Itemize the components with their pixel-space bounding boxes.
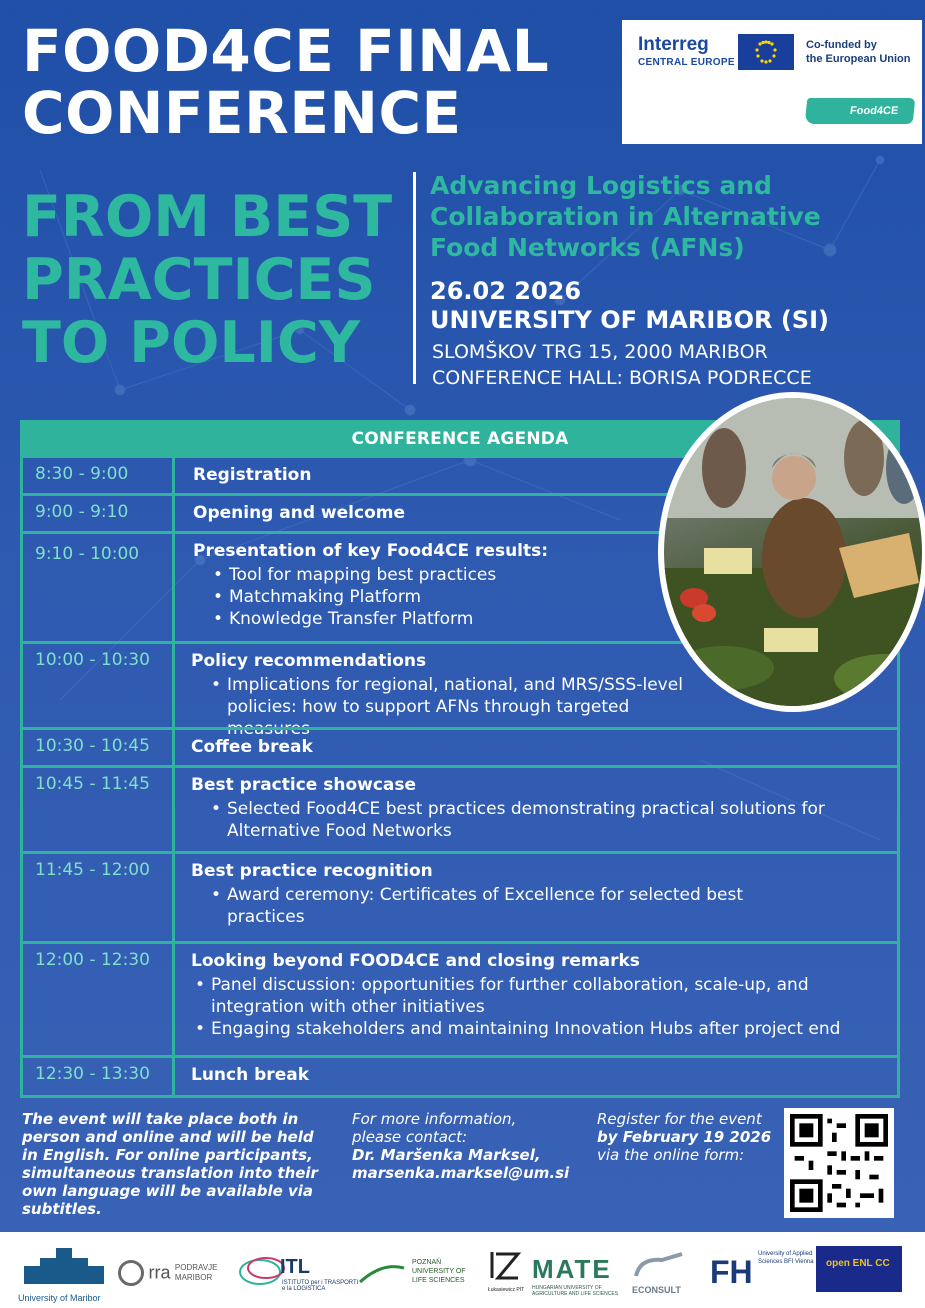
tagline: Advancing Logistics and Collaboration in Alternative Food Networks (AFNs) xyxy=(430,171,821,262)
cofunded-label: Co-funded by the European Union xyxy=(806,39,911,65)
agenda-time: 9:00 - 9:10 xyxy=(23,496,175,531)
event-note: The event will take place both in person and online and will be held in English. For online participants, simultaneous translation into their own language will be available via subtitles. xyxy=(22,1110,318,1218)
agenda-item-title: Policy recommendations xyxy=(191,651,427,671)
agenda-bullet: • Knowledge Transfer Platform xyxy=(211,608,887,630)
divider-line xyxy=(413,172,416,384)
eu-flag-icon xyxy=(738,34,794,70)
event-address: SLOMŠKOV TRG 15, 2000 MARIBOR CONFERENCE HALL: BORISA PODRECCE xyxy=(432,341,812,389)
open-enlocc-logo: open ENL CC xyxy=(816,1246,902,1292)
title-line-1: FOOD4CE FINAL xyxy=(22,17,550,85)
title-line-2: CONFERENCE xyxy=(22,79,462,147)
agenda-item-title: Registration xyxy=(193,465,312,485)
agenda-bullet: • Panel discussion: opportunities for further collaboration, scale-up, and integration with other initiatives xyxy=(193,974,887,1018)
sponsor-logo-box xyxy=(622,20,922,144)
event-date: 26.02 2026 xyxy=(430,277,582,305)
agenda-row xyxy=(23,727,897,765)
agenda-bullet: • Matchmaking Platform xyxy=(211,586,887,608)
agenda-bullet: • Selected Food4CE best practices demonstrating practical solutions for Alternative Food Networks xyxy=(209,798,887,842)
lukasiewicz-logo: Łukasiewicz PIT xyxy=(488,1248,528,1293)
agenda-item-title: Opening and welcome xyxy=(193,503,405,523)
event-venue: UNIVERSITY OF MARIBOR (SI) xyxy=(430,306,829,334)
agenda-time: 12:00 - 12:30 xyxy=(23,944,175,1055)
agenda-bullet: • Engaging stakeholders and maintaining Innovation Hubs after project end xyxy=(193,1018,887,1040)
interreg-logo: Interreg xyxy=(638,34,709,55)
university-of-maribor-logo: University of Maribor xyxy=(18,1244,110,1303)
conference-title xyxy=(22,17,612,147)
agenda-item-title: Best practice showcase xyxy=(191,775,417,795)
econsult-logo: ECONSULT xyxy=(632,1250,708,1295)
agenda-time: 10:00 - 10:30 xyxy=(23,644,175,727)
agenda-row xyxy=(23,765,897,851)
market-vendor-photo xyxy=(658,392,925,712)
agenda-bullets xyxy=(193,974,887,1040)
agenda-row xyxy=(23,1055,897,1095)
agenda-item-title: Best practice recognition xyxy=(191,861,433,881)
agenda-time: 12:30 - 13:30 xyxy=(23,1058,175,1095)
agenda-time: 9:10 - 10:00 xyxy=(23,534,175,641)
agenda-time: 11:45 - 12:00 xyxy=(23,854,175,941)
agenda-item-title: Coffee break xyxy=(191,737,313,757)
agenda-time: 8:30 - 9:00 xyxy=(23,458,175,493)
agenda-bullets xyxy=(209,884,777,928)
agenda-time: 10:45 - 11:45 xyxy=(23,768,175,851)
mate-logo: MATE HUNGARIAN UNIVERSITY OF AGRICULTURE AND LIFE SCIENCES xyxy=(532,1254,619,1297)
registration-qr-code[interactable] xyxy=(784,1108,894,1218)
contact-email-link[interactable]: marsenka.marksel@um.si xyxy=(352,1164,570,1182)
agenda-item-title: Looking beyond FOOD4CE and closing remarks xyxy=(191,951,640,971)
agenda-row xyxy=(23,851,897,941)
conference-subtitle: FROM BEST PRACTICES TO POLICY xyxy=(22,184,393,376)
central-europe-label: CENTRAL EUROPE xyxy=(638,57,735,68)
agenda-row xyxy=(23,941,897,1055)
register-info: Register for the event by February 19 2026 via the online form: xyxy=(597,1110,772,1164)
rra-podravje-logo: rra PODRAVJE MARIBOR xyxy=(118,1260,217,1286)
partner-logos: University of Maribor rra PODRAVJE MARIBOR ITL ISTITUTO per i TRASPORTI e la LOGISTICA POZNAŃ UNIVERSITY OF LIFE SCIENCES Łukasiewicz PIT MATE HUNGARIAN UNIVERSITY OF AGRICULTURE AND LIFE SCIENCES ECONSULT FH University of Applied Sciences BFI Vienna open ENL CC xyxy=(0,1232,925,1308)
food4ce-badge: Food4CE xyxy=(805,98,916,124)
agenda-bullet: • Award ceremony: Certificates of Excellence for selected best practices xyxy=(209,884,777,928)
contact-info: For more information, please contact: Dr. Maršenka Marksel, marsenka.marksel@um.si xyxy=(352,1110,582,1182)
agenda-bullets xyxy=(209,798,887,842)
agenda-item-title: Presentation of key Food4CE results: xyxy=(193,541,549,561)
agenda-bullet: • Implications for regional, national, and MRS/SSS-level policies: how to support AFNs through targeted measures xyxy=(209,674,717,740)
agenda-item-title: Lunch break xyxy=(191,1065,309,1085)
agenda-heading: CONFERENCE AGENDA xyxy=(23,423,897,455)
agenda-time: 10:30 - 10:45 xyxy=(23,730,175,765)
agenda-bullet: • Tool for mapping best practices xyxy=(211,564,887,586)
